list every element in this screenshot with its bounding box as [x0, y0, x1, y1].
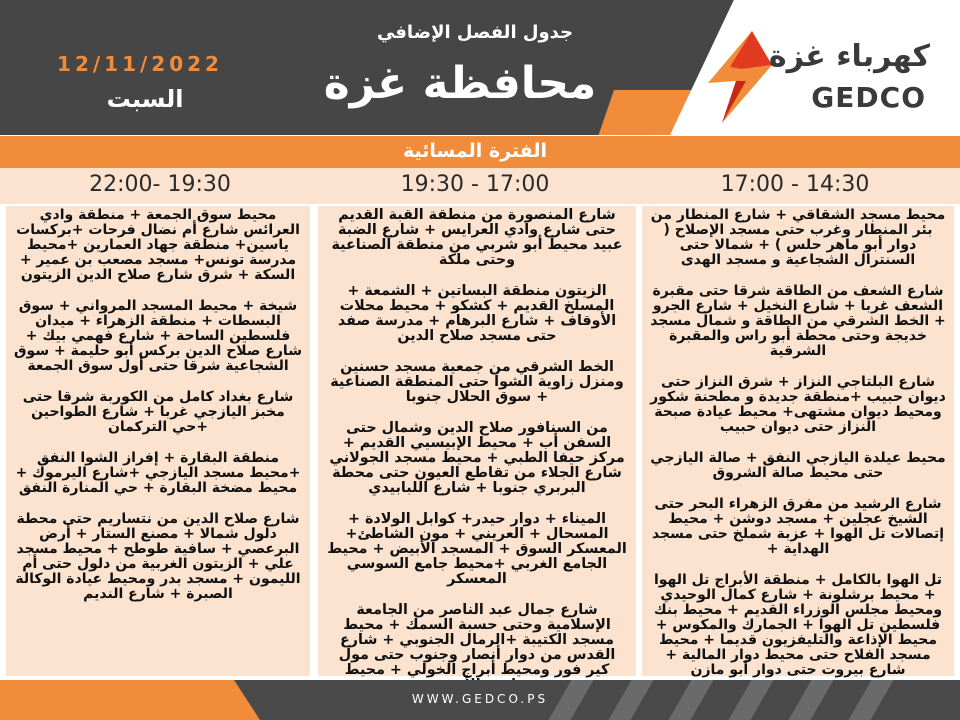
area-paragraph: شارع الشعف من الطاقة شرقا حتى مقبرة الشعف غربا + شارع النخيل + شارع الجرو + الخط الشرقي من الطاقة و شمال مسجد خديجة وحتى محطة أبو راس والمقبرة الشرقية	[650, 283, 946, 359]
gedco-logo	[680, 25, 940, 125]
footer-bar	[0, 680, 960, 720]
footer-stripe	[728, 680, 773, 720]
area-paragraph: شارع صلاح الدين من نتساريم حتى محطة دلول شمالا + مصنع الستار + أرض البرعصي + سافية طوطح + محيط مسجد علي + الزيتون الغربية من دلول حتى أم الليمون + مسجد بدر ومحيط عيادة الوكالة الصبرة + شارع النديم	[15, 511, 301, 602]
area-paragraph: تل الهوا بالكامل + منطقة الأبراج تل الهوا + محيط برشلونة + شارع كمال الوحيدي ومحيط مجلس الوزراء القديم + محيط بنك فلسطين تل الهوا + الجمارك والمكوس + محيط الإذاعة والتليفزيون قديما + محيط مسجد الفلاح حتى محيط دوار المالية + شارع بيروت حتى دوار أبو مازن	[653, 572, 943, 678]
area-paragraph: شيخة + محيط المسجد المرواني + سوق البسطات + منطقة الزهراء + ميدان فلسطين الساحة + شارع فهمي بيك + شارع صلاح الدين بركس أبو حليمة + سوق الشجاعية شرقا حتى أول سوق الجمعة	[14, 298, 302, 374]
area-paragraph: شارع جمال عبد الناصر من الجامعة الإسلامية وحتى حسبة السمك + محيط مسجد الكتيبة +الرمال الجنوبي + شارع القدس من دوار أنصار وجنوب حتى مول كير فور ومحيط أبراج الخولي + محيط	[338, 602, 616, 678]
footer-stripe	[848, 680, 893, 720]
area-paragraph: شارع البلتاجي النزاز + شرق النزاز حتى ديوان حبيب +منطقة جديدة و مطحنة شكور ومحيط ديوان مشتهى+ محيط عيادة صبحة النزاز حتى ديوان حبيب	[650, 374, 946, 435]
time-slot-left: 22:00- 19:30	[89, 172, 231, 197]
period-label: الفترة المسائية	[403, 140, 547, 162]
header-banner	[0, 0, 960, 135]
footer-stripe	[668, 680, 713, 720]
column-right	[642, 206, 954, 676]
footer-accent-shape	[0, 680, 260, 720]
column-left	[6, 206, 310, 676]
area-paragraph: من السنافور صلاح الدين وشمال حتى السفن أب + محيط الإبيسيي القديم + مركز حيفا الطبي + محيط مسجد الجولاني شارع الجلاء من تقاطع العيون حتى محطة البربري جنوبا + شارع اللبابيدي	[329, 420, 625, 496]
schedule-date: 12/11/2022	[57, 52, 223, 76]
schedule-day: السبت	[106, 85, 184, 113]
time-slot-right: 17:00 - 14:30	[720, 172, 870, 197]
governorate-title: محافظة غزة	[323, 58, 597, 109]
area-paragraph: شارع بغداد كامل من الكوربة شرقا حتى مخبز اليازجي غربا + شارع الطواحين +حي التركمان	[22, 389, 294, 435]
area-paragraph: شارع المنصورة من منطقة القبة القديم حتى شارع وادي العرايس + شارع الضبة عبيد محيط أبو شربي من منطقة الصناعية وحتى ملكة	[331, 207, 623, 268]
footer-stripe	[788, 680, 833, 720]
schedule-title: جدول الفصل الإضافي	[376, 22, 574, 43]
logo-arabic-text: كهرباء غزة	[768, 39, 930, 74]
area-paragraph: محيط مسجد الشقاقي + شارع المنطار من بئر المنطار وغرب حتى مسجد الإصلاح ( دوار أبو ماهر حلس ) + شمالا حتى السنترال الشجاعية و مسجد الهدى	[650, 207, 946, 268]
area-paragraph: الميناء + دوار حيدر+ كوابل الولادة + المسحال + العريني + مون الشاطئ+ المعسكر السوق + المسجد الأبيض + محيط الجامع الغربي +محيط جامع السوسي المعسكر	[327, 511, 627, 587]
logo-english-text: GEDCO	[811, 81, 926, 114]
time-slot-middle: 19:30 - 17:00	[400, 172, 550, 197]
footer-stripe	[608, 680, 653, 720]
column-middle	[318, 206, 636, 676]
website-link[interactable]: WWW.GEDCO.PS	[411, 692, 549, 706]
area-paragraph: الزيتون منطقة البساتين + الشمعة + المسلخ القديم + كشكو + محيط محلات الأوقاف + شارع البرهام + مدرسة صفد حتى مسجد صلاح الدين	[337, 283, 617, 344]
area-paragraph: الخط الشرقي من جمعية مسجد حسنين ومنزل زاوية الشوا حتى المنطقة الصناعية + سوق الحلال جنوبا	[330, 359, 624, 405]
area-paragraph: منطقة البقارة + إفراز الشوا النفق +محيط مسجد اليازجي +شارع اليرموك + محيط مضخة البقارة + حي المنارة النفق	[15, 450, 301, 496]
area-paragraph: محيط سوق الجمعة + منطقة وادي العرائس شارع أم نضال فرحات +بركسات ياسين+ منطقة جهاد العمارين +محيط مدرسة تونس+ مسجد مصعب بن عمير + السكة + شرق شارع صلاح الدين الزيتون	[16, 207, 300, 283]
area-paragraph: محيط عيلدة اليازجي النفق + صالة اليازجي حتى محيط صالة الشروق	[650, 450, 946, 481]
area-paragraph: شارع الرشيد من مفرق الزهراء البحر حتى الشيخ عجلين + مسجد دوشن + محيط إتصالات تل الهوا + عزبة شملخ حتى مسجد الهداية +	[651, 496, 945, 557]
